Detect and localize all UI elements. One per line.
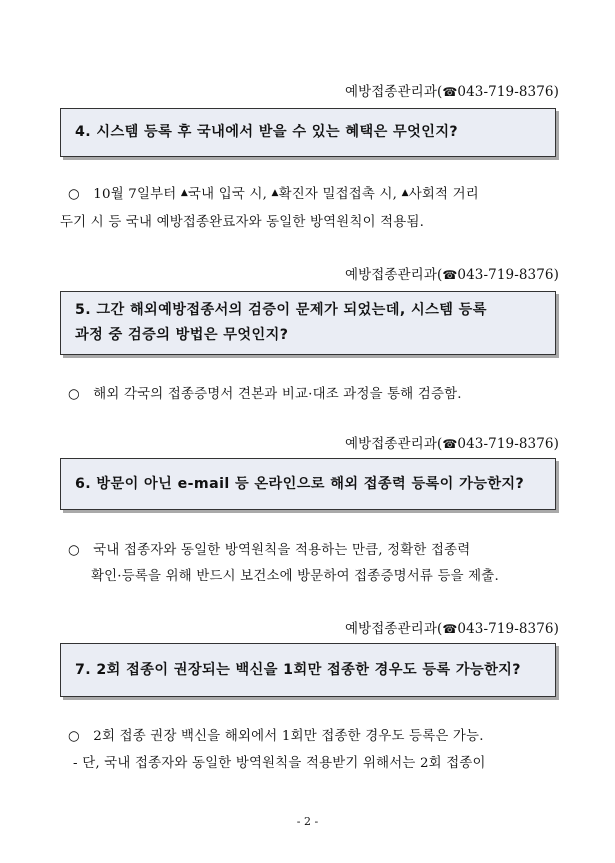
page-number: - 2 - bbox=[296, 815, 319, 828]
answer-4-item-2: 확진자 밀접접촉 시, bbox=[278, 187, 402, 202]
question-title-5 bbox=[75, 298, 487, 348]
question-title-5-line-2: 과정 중 검증의 방법은 무엇인지? bbox=[75, 327, 289, 343]
question-title-7: 7. 2회 접종이 권장되는 백신을 1회만 접종한 경우도 등록 가능한지? bbox=[75, 661, 521, 678]
bullet-circle: ○ bbox=[68, 387, 80, 402]
dash-marker: - bbox=[73, 756, 78, 771]
department-name: 예방접종관리과 bbox=[344, 436, 437, 452]
question-box-6 bbox=[60, 458, 556, 510]
telephone-icon: ☎ bbox=[442, 85, 458, 99]
answer-7-text-1: 2회 접종 권장 백신을 해외에서 1회만 접종한 경우도 등록은 가능. bbox=[93, 729, 484, 744]
question-box-4 bbox=[60, 108, 556, 157]
answer-7-line-1 bbox=[68, 725, 484, 744]
answer-6-line-1 bbox=[68, 539, 470, 558]
bullet-circle: ○ bbox=[68, 187, 80, 202]
contact-line: 예방접종관리과(☎043-719-8376) bbox=[344, 436, 559, 452]
triangle-bullet-icon: ▲ bbox=[401, 188, 409, 198]
bullet-circle: ○ bbox=[68, 729, 80, 744]
answer-4-item-1: 국내 입국 시, bbox=[188, 187, 272, 202]
answer-4-line-2: 두기 시 등 국내 예방접종완료자와 동일한 방역원칙이 적용됨. bbox=[60, 215, 425, 230]
answer-7-line-2 bbox=[73, 752, 486, 771]
contact-line: 예방접종관리과(☎043-719-8376) bbox=[344, 84, 559, 100]
answer-6-text-1: 국내 접종자와 동일한 방역원칙을 적용하는 만큼, 정확한 접종력 bbox=[93, 543, 471, 558]
answer-6-line-2: 확인·등록을 위해 반드시 보건소에 방문하여 접종증명서류 등을 제출. bbox=[91, 569, 499, 584]
department-name: 예방접종관리과 bbox=[344, 621, 437, 637]
answer-5-line-1 bbox=[68, 383, 462, 402]
phone-number: 043-719-8376 bbox=[457, 84, 554, 100]
question-title-6: 6. 방문이 아닌 e-mail 등 온라인으로 해외 접종력 등록이 가능한지? bbox=[75, 475, 525, 492]
contact-line: 예방접종관리과(☎043-719-8376) bbox=[344, 621, 559, 637]
answer-5-text: 해외 각국의 접종증명서 견본과 비교·대조 과정을 통해 검증함. bbox=[93, 387, 462, 402]
triangle-bullet-icon: ▲ bbox=[180, 188, 189, 198]
department-name: 예방접종관리과 bbox=[344, 267, 437, 283]
telephone-icon: ☎ bbox=[442, 437, 458, 451]
phone-number: 043-719-8376 bbox=[457, 621, 554, 637]
telephone-icon: ☎ bbox=[442, 622, 458, 636]
bullet-circle: ○ bbox=[68, 543, 80, 558]
phone-number: 043-719-8376 bbox=[457, 436, 554, 452]
question-title-4: 4. 시스템 등록 후 국내에서 받을 수 있는 혜택은 무엇인지? bbox=[75, 124, 459, 140]
department-name: 예방접종관리과 bbox=[344, 84, 437, 100]
question-box-5 bbox=[60, 291, 556, 355]
answer-4-item-3: 사회적 거리 bbox=[408, 187, 479, 202]
triangle-bullet-icon: ▲ bbox=[271, 188, 279, 198]
telephone-icon: ☎ bbox=[442, 268, 458, 282]
question-title-5-line-1: 5. 그간 해외예방접종서의 검증이 문제가 되었는데, 시스템 등록 bbox=[75, 302, 487, 318]
answer-4-prefix: 10월 7일부터 bbox=[93, 187, 181, 202]
answer-4-line-1 bbox=[68, 183, 479, 202]
phone-number: 043-719-8376 bbox=[457, 267, 554, 283]
answer-7-text-2: 단, 국내 접종자와 동일한 방역원칙을 적용받기 위해서는 2회 접종이 bbox=[82, 756, 486, 771]
question-box-7 bbox=[60, 643, 556, 697]
contact-line: 예방접종관리과(☎043-719-8376) bbox=[344, 267, 559, 283]
